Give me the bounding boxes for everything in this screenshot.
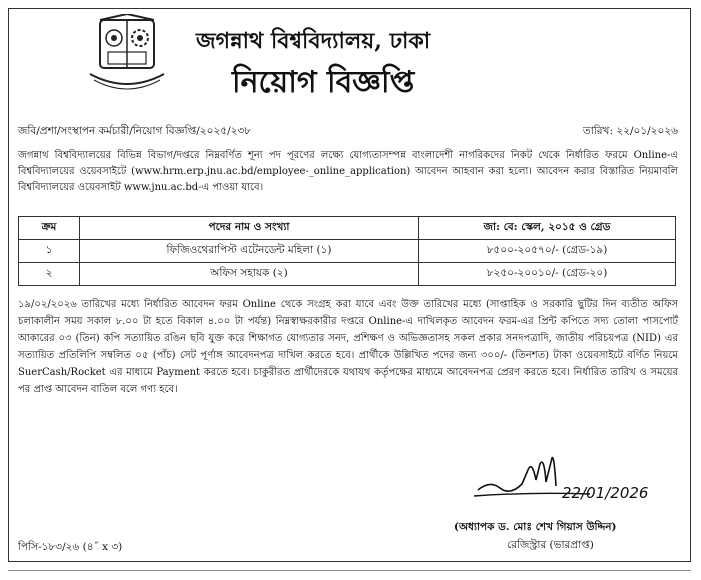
instructions-paragraph: ১৯/০২/২০২৬ তারিখের মধ্যে নির্ধারিত আবেদন ফরম Online থেকে সংগ্রহ করা যাবে এবং উক্ত তারিখের মধ্যে (সাপ্তাহিক ও সরকারি ছুটির দিন ব্যতীত অফিস চলাকালীন সময় সকাল ৮.০০ টা হতে বিকাল ৪.০০ টা পর্যন্ত) নিম্নস্বাক্ষরকারীর দপ্তরে Online-এ দাখিলকৃত আবেদন ফরম-এর প্রিন্ট কপিতে সদ্য তোলা পাসপোর্ট আকারের ০৩ (তিন) কপি সত্যায়িত রঙিন ছবি যুক্ত করে শিক্ষাগত যোগ্যতার সনদ, প্রশিক্ষণ ও অভিজ্ঞতাসহ সকল প্রকার সনদপত্রাদি, জাতীয় পরিচয়পত্র (NID) এর সত্যায়িত প্রতিলিপি সম্বলিত ০৫ (পাঁচ) সেট পূর্ণাঙ্গ আবেদনপত্র দাখিল করতে হবে। প্রার্থীকে উল্লিখিত পদের জন্য ৩০০/- (তিনশত) টাকা ওয়েবসাইটে বর্ণিত নিয়মে SuerCash/Rocket এর মাধ্যমে Payment করতে হবে। চাকুরীরত প্রার্থীদেরকে যথাযথ কর্তৃপক্ষের মাধ্যমে আবেদনপত্র প্রেরণ করতে হবে। নির্ধারিত তারিখ ও সময়ের পর প্রাপ্ত আবেদন বাতিল বলে গণ্য হবে। bbox=[18, 299, 678, 395]
serial-cell: ১ bbox=[19, 240, 80, 263]
header-post-name: পদের নাম ও সংখ্যা bbox=[80, 217, 419, 240]
post-name-cell: ফিজিওথেরাপিস্ট এটেনডেন্ট মহিলা (১) bbox=[80, 240, 419, 263]
table-row bbox=[19, 240, 676, 263]
pay-scale-cell: ৮২৫০-২০০১০/- (গ্রেড-২০) bbox=[419, 263, 676, 286]
signer-name: (অধ্যাপক ড. মোঃ শেখ গিয়াস উদ্দিন) bbox=[454, 521, 617, 533]
header-serial: ক্রম bbox=[19, 217, 80, 240]
serial-cell: ২ bbox=[19, 263, 80, 286]
signature-date: 22/01/2026 bbox=[562, 484, 649, 502]
memo-number: জবি/প্রশা/সংস্থাপন কর্মচারী/নিয়োগ বিজ্ঞপ্তি/২০২৫/২৩৮ bbox=[18, 125, 252, 137]
table-header-row bbox=[19, 217, 676, 240]
pc-code: পিসি-১৮৩/২৬ (৪˝ x ৩) bbox=[18, 541, 123, 553]
intro-paragraph: জগন্নাথ বিশ্ববিদ্যালয়ের বিভিন্ন বিভাগ/দপ্তরে নিম্নবর্ণিত শূন্য পদ পূরণের লক্ষ্যে যোগ্যতাসম্পন্ন বাংলাদেশী নাগরিকদের নিকট থেকে নির্ধারিত ফরমে Online-এ বিশ্ববিদ্যালয়ের ওয়েবসাইটে (www.hrm.erp.jnu.ac.bd/employee-_online_application) আবেদন আহবান করা হলো। আবেদন করার বিস্তারিত নিয়মাবলি বিশ্ববিদ্যালয়ের ওয়েবসাইট www.jnu.ac.bd-এ পাওয়া যাবে। bbox=[18, 150, 678, 193]
header-pay-scale: জা: বে: স্কেল, ২০১৫ ও গ্রেড bbox=[419, 217, 676, 240]
pay-scale-cell: ৮৫০০-২০৫৭০/- (গ্রেড-১৯) bbox=[419, 240, 676, 263]
signer-role: রেজিস্ট্রার (ভারপ্রাপ্ত) bbox=[507, 539, 594, 551]
memo-date: তারিখ: ২২/০১/২০২৬ bbox=[582, 125, 678, 137]
table-row bbox=[19, 263, 676, 286]
university-name: জগন্নাথ বিশ্ববিদ্যালয়, ঢাকা bbox=[196, 28, 431, 54]
handwritten-signature bbox=[470, 450, 650, 510]
posts-table bbox=[18, 216, 676, 286]
university-logo bbox=[86, 14, 168, 98]
post-name-cell: অফিস সহায়ক (২) bbox=[80, 263, 419, 286]
notice-title: নিয়োগ বিজ্ঞপ্তি bbox=[232, 65, 415, 100]
